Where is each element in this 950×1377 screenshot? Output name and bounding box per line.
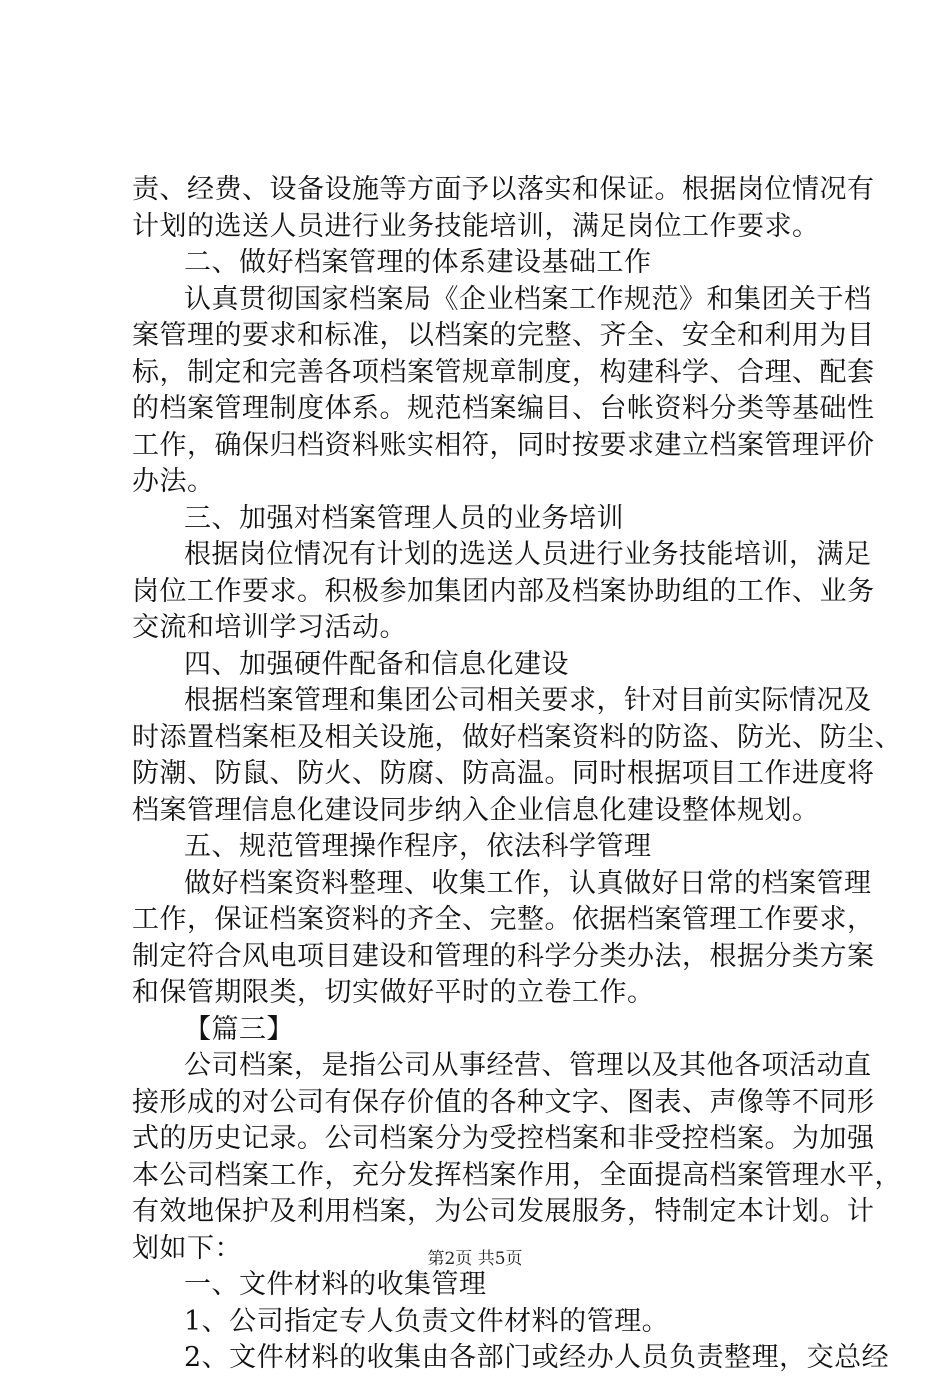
text-line: 计划的选送人员进行业务技能培训，满足岗位工作要求。 (132, 210, 820, 242)
section-heading: 四、加强硬件配备和信息化建设 (184, 648, 569, 680)
text-line: 1、公司指定专人负责文件材料的管理。 (184, 1305, 670, 1337)
text-line: 工作，保证档案资料的齐全、完整。依据档案管理工作要求， (132, 904, 875, 935)
text-line: 式的历史记录。公司档案分为受控档案和非受控档案。为加强 (132, 1123, 875, 1154)
text-line: 办法。 (132, 466, 215, 497)
text-line: 本公司档案工作，充分发挥档案作用，全面提高档案管理水平， (132, 1159, 902, 1191)
text-line: 接形成的对公司有保存价值的各种文字、图表、声像等不同形 (132, 1086, 875, 1118)
text-line: 和保管期限类，切实做好平时的立卷工作。 (132, 977, 655, 1008)
text-line: 有效地保护及利用档案，为公司发展服务，特制定本计划。计 (132, 1196, 875, 1227)
text-line: 案管理的要求和标准，以档案的完整、齐全、安全和利用为目 (132, 320, 875, 351)
section-heading: 二、做好档案管理的体系建设基础工作 (184, 247, 652, 278)
text-line: 档案管理信息化建设同步纳入企业信息化建设整体规划。 (132, 794, 820, 826)
text-line: 交流和培训学习活动。 (132, 612, 407, 643)
text-line: 工作，确保归档资料账实相符，同时按要求建立档案管理评价 (132, 429, 875, 461)
text-line: 认真贯彻国家档案局《企业档案工作规范》和集团关于档 (184, 283, 872, 315)
text-line: 做好档案资料整理、收集工作，认真做好日常的档案管理 (184, 867, 872, 899)
text-line: 标，制定和完善各项档案管规章制度，构建科学、合理、配套 (132, 356, 875, 388)
text-line: 2、文件材料的收集由各部门或经办人员负责整理，交总经 (184, 1342, 890, 1373)
section-heading: 三、加强对档案管理人员的业务培训 (184, 502, 624, 534)
text-line: 防潮、防鼠、防火、防腐、防高温。同时根据项目工作进度将 (132, 758, 875, 789)
text-line: 公司档案，是指公司从事经营、管理以及其他各项活动直 (184, 1050, 872, 1081)
text-line: 岗位工作要求。积极参加集团内部及档案协助组的工作、业务 (132, 575, 875, 607)
text-line: 制定符合风电项目建设和管理的科学分类办法，根据分类方案 (132, 940, 875, 972)
text-line: 划如下： (132, 1232, 242, 1264)
section-heading: 一、文件材料的收集管理 (184, 1269, 487, 1300)
text-line: 根据档案管理和集团公司相关要求，针对目前实际情况及 (184, 685, 872, 716)
part-heading: 【篇三】 (184, 1013, 294, 1045)
text-line: 时添置档案柜及相关设施，做好档案资料的防盗、防光、防尘、 (132, 721, 902, 753)
text-line: 责、经费、设备设施等方面予以落实和保证。根据岗位情况有 (132, 174, 875, 205)
text-line: 的档案管理制度体系。规范档案编目、台帐资料分类等基础性 (132, 393, 875, 424)
text-line: 根据岗位情况有计划的选送人员进行业务技能培训，满足 (184, 539, 872, 570)
document-body (132, 172, 902, 1377)
section-heading: 五、规范管理操作程序，依法科学管理 (184, 831, 652, 862)
page-number: 第2页 共5页 (427, 1249, 523, 1269)
